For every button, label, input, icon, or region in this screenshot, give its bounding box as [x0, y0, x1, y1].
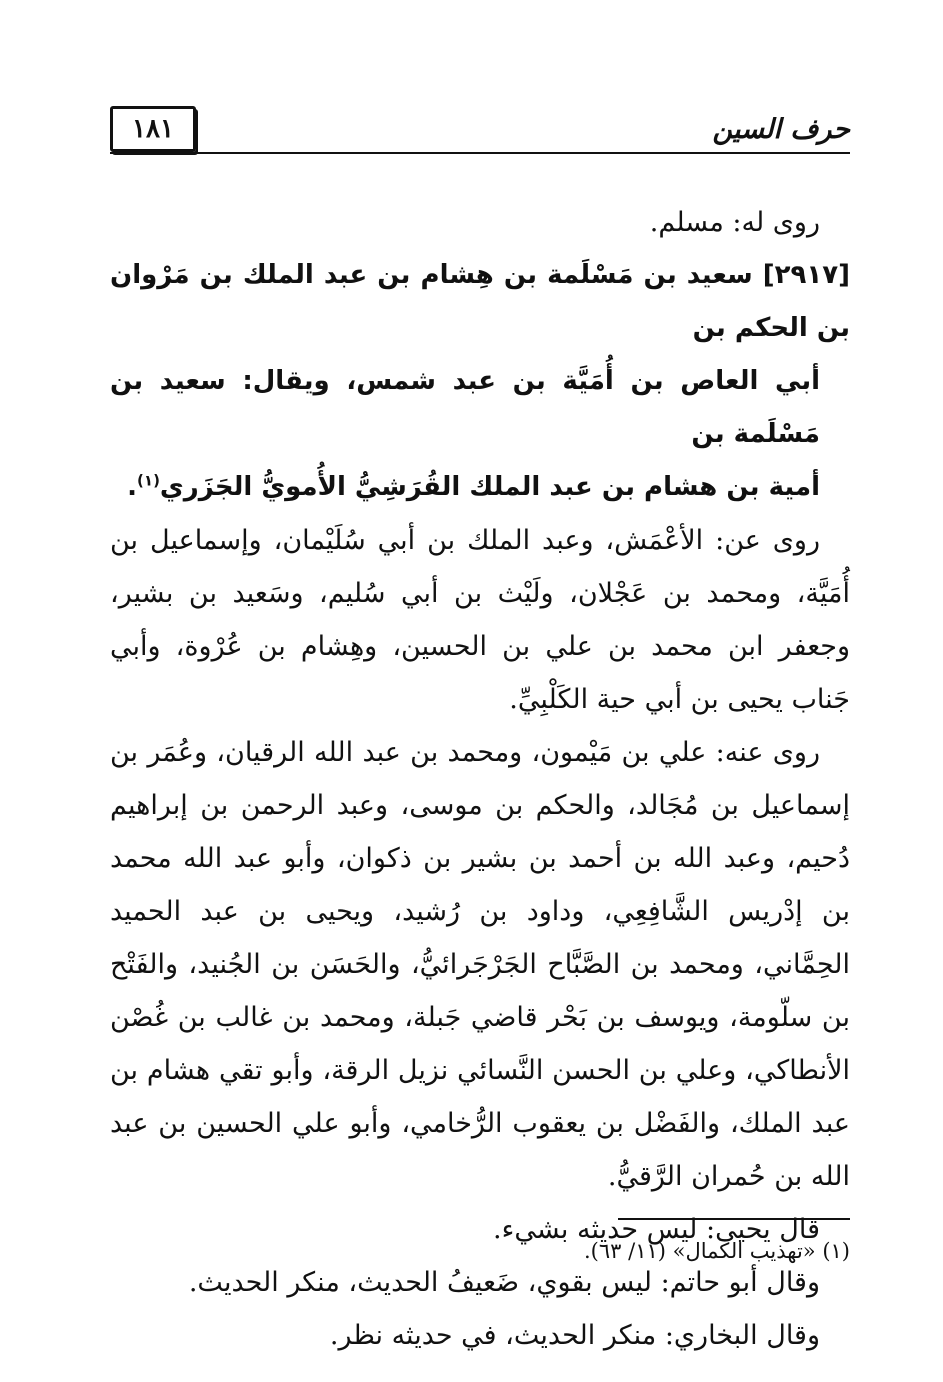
paragraph-rawa-an: روى عن: الأعْمَش، وعبد الملك بن أبي سُلَيْمان، وإسماعيل بن أُمَيَّة، ومحمد بن عَجْلان، ولَيْث بن أبي سُليم، وسَعيد بن بشير، وجعفر ابن محمد بن علي بن الحسين، وهِشام بن عُرْوة، وأبي جَناب يحيى بن أبي حية الكَلْبِيِّ. [110, 525, 850, 715]
paragraph-yahya: قال يحيى: ليس حديثه بشيء. [493, 1214, 820, 1245]
entry-title-line3: أمية بن هشام بن عبد الملك القُرَشِيُّ الأُمويُّ الجَزَري [159, 472, 820, 502]
page-header [110, 100, 850, 158]
footnote-rule [618, 1218, 850, 1220]
entry-title-end: . [127, 472, 138, 502]
header-rule [110, 152, 850, 154]
paragraph-abu-hatim: وقال أبو حاتم: ليس بقوي، ضَعيفُ الحديث، منكر الحديث. [188, 1267, 820, 1298]
entry-heading [110, 249, 850, 514]
page-body [110, 196, 850, 1362]
entry-number: [٢٩١٧] [762, 260, 850, 290]
entry-title-line1: سعيد بن مَسْلَمة بن هِشام بن عبد الملك بن مَرْوان بن الحكم بن [110, 260, 850, 343]
page-number: ١٨١ [110, 106, 196, 152]
entry-title-line2: أبي العاص بن أُمَيَّة بن عبد شمس، ويقال: سعيد بن مَسْلَمة بن [110, 366, 820, 449]
running-title: حرف السين [712, 114, 850, 145]
paragraph-rawa-lahu: روى له: مسلم. [649, 207, 820, 238]
entry-title-line3-wrap [110, 461, 850, 514]
footnote-marker[interactable]: (١) [137, 471, 160, 490]
paragraph-rawa-anhu: روى عنه: علي بن مَيْمون، ومحمد بن عبد الله الرقيان، وعُمَر بن إسماعيل بن مُجَالد، والحكم بن موسى، وعبد الرحمن بن إبراهيم دُحيم، وعبد الله بن أحمد بن بشير بن ذكوان، وأبو عبد الله محمد بن إدْريس الشَّافِعِي، وداود بن رُشيد، ويحيى بن عبد الحميد الحِمَّاني، ومحمد بن الصَّبَّاح الجَرْجَرائيُّ، والحَسَن بن الجُنيد، والفَتْح بن سلّومة، ويوسف بن بَحْر قاضي جَبلة، ومحمد بن غالب بن غُصْن الأنطاكي، وعلي بن الحسن النَّسائي نزيل الرقة، وأبو تقي هشام بن عبد الملك، والفَضْل بن يعقوب الرُّخامي، وأبو علي الحسين بن عبد الله بن حُمران الرَّقيُّ. [110, 737, 850, 1192]
footnote: (١) «تهذيب الكمال» (١١/ ٦٣). [584, 1239, 850, 1263]
paragraph-bukhari: وقال البخاري: منكر الحديث، في حديثه نظر. [329, 1320, 820, 1351]
